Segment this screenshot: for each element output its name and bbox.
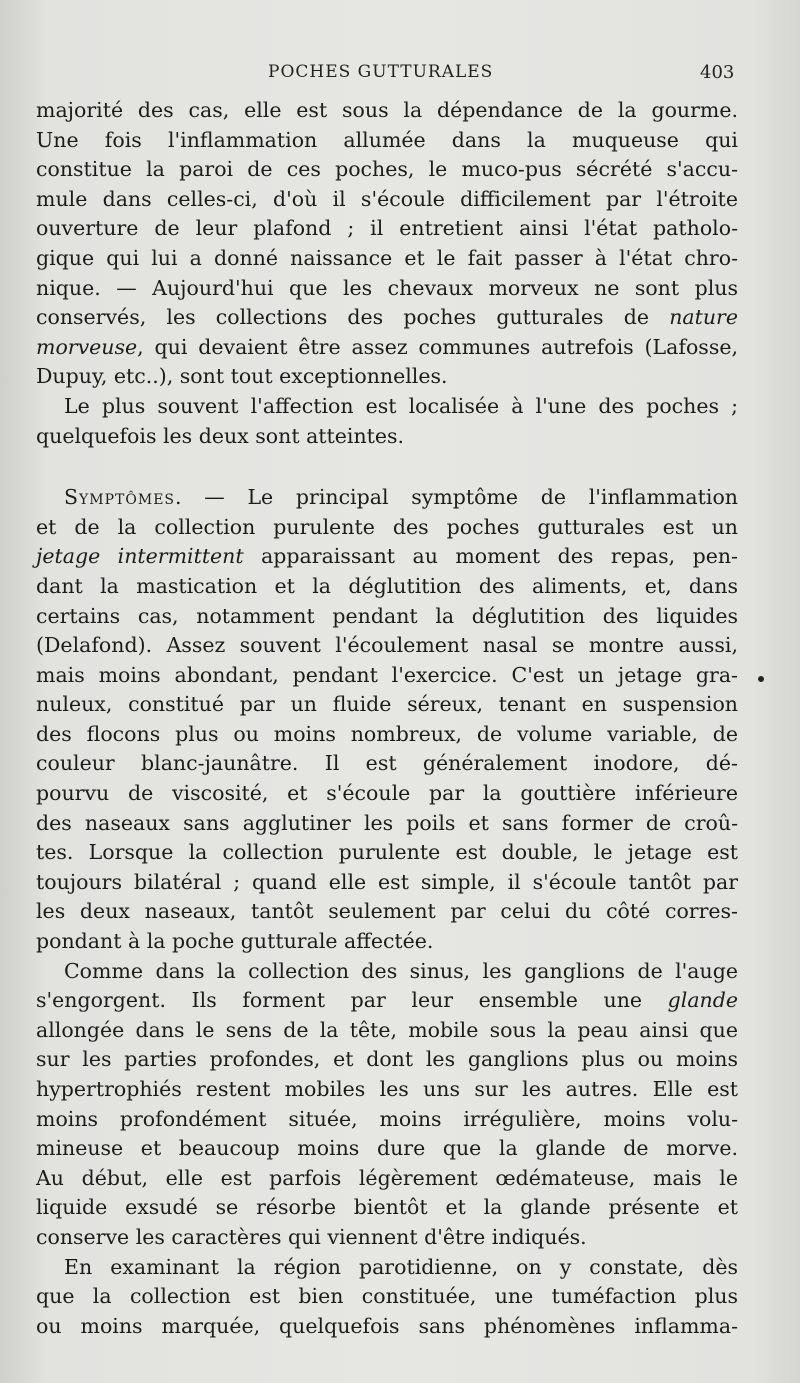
emphasis-text: Symptômes (64, 485, 176, 510)
text-line: mineuse et beaucoup moins dure que la glande de morve. (36, 1136, 738, 1161)
text-line: gique qui lui a donné naissance et le fait passer à l'état chro- (36, 245, 738, 270)
text-line: Le plus souvent l'affection est localisée à l'une des poches ; (64, 393, 738, 418)
text-line: des naseaux sans agglutiner les poils et sans former de croû- (36, 810, 738, 835)
text-line: et de la collection purulente des poches gutturales est un (36, 514, 738, 539)
paragraph (36, 957, 738, 1253)
text-line: tes. Lorsque la collection purulente est double, le jetage est (36, 840, 738, 865)
paragraph (36, 1253, 738, 1342)
text-line: quelquefois les deux sont atteintes. (36, 423, 405, 448)
text-line: conserve les caractères qui viennent d'être indiqués. (36, 1224, 587, 1249)
paragraph (36, 483, 738, 957)
running-title: POCHES GUTTURALES (268, 62, 494, 82)
text-line: liquide exsudé se résorbe bientôt et la glande présente et (36, 1195, 738, 1220)
text-line: moins profondément située, moins irrégulière, moins volu- (36, 1106, 738, 1131)
text-line: ou moins marquée, quelquefois sans phénomènes inflamma- (36, 1313, 738, 1338)
paragraph (36, 96, 738, 392)
emphasis-text: morveuse (36, 334, 138, 359)
text-line: sur les parties profondes, et dont les ganglions plus ou moins (36, 1047, 738, 1072)
text-line: pondant à la poche gutturale affectée. (36, 929, 434, 954)
paragraph (36, 392, 738, 451)
text-line: s'engorgent. Ils forment par leur ensemble une glande (36, 988, 738, 1013)
text-line: conservés, les collections des poches gutturales de nature (36, 305, 738, 330)
text-line: Dupuy, etc..), sont tout exceptionnelles. (36, 364, 448, 389)
text-line: certains cas, notamment pendant la déglutition des liquides (36, 603, 738, 628)
text-line: jetage intermittent apparaissant au moment des repas, pen- (36, 544, 738, 569)
margin-dot (758, 676, 764, 682)
text-line: toujours bilatéral ; quand elle est simple, il s'écoule tantôt par (36, 869, 738, 894)
text-line: que la collection est bien constituée, une tuméfaction plus (36, 1284, 738, 1309)
emphasis-text: jetage intermittent (36, 544, 244, 569)
text-line: allongée dans le sens de la tête, mobile sous la peau ainsi que (36, 1017, 738, 1042)
section-gap (36, 451, 738, 483)
section-heading-line: Symptômes. — Le principal symptôme de l'inflammation (64, 485, 738, 510)
text-line: (Delafond). Assez souvent l'écoulement nasal se montre aussi, (36, 633, 738, 658)
text-line: mule dans celles-ci, d'où il s'écoule difficilement par l'étroite (36, 186, 738, 211)
text-line: constitue la paroi de ces poches, le muco-pus sécrété s'accu- (36, 157, 738, 182)
page-header (0, 62, 800, 92)
emphasis-text: nature (669, 305, 738, 330)
text-line: Au début, elle est parfois légèrement œdémateuse, mais le (36, 1165, 738, 1190)
text-line: hypertrophiés restent mobiles les uns sur les autres. Elle est (36, 1077, 738, 1101)
text-line: Comme dans la collection des sinus, les ganglions de l'auge (64, 958, 738, 983)
text-line: des flocons plus ou moins nombreux, de volume variable, de (36, 721, 738, 746)
page-number: 403 (700, 62, 735, 83)
text-line: majorité des cas, elle est sous la dépendance de la gourme. (36, 98, 738, 122)
text-line: En examinant la région parotidienne, on y constate, dès (64, 1254, 738, 1279)
text-line: mais moins abondant, pendant l'exercice. C'est un jetage gra- (36, 662, 738, 687)
body-text (36, 96, 738, 1341)
text-line: nique. — Aujourd'hui que les chevaux morveux ne sont plus (36, 275, 738, 300)
emphasis-text: glande (667, 988, 738, 1013)
text-line: ouverture de leur plafond ; il entretient ainsi l'état patholo- (36, 216, 738, 241)
text-line: pourvu de viscosité, et s'écoule par la gouttière inférieure (36, 781, 738, 806)
text-line: les deux naseaux, tantôt seulement par celui du côté corres- (36, 899, 738, 924)
text-line: couleur blanc-jaunâtre. Il est généralement inodore, dé- (36, 751, 738, 776)
text-line: Une fois l'inflammation allumée dans la muqueuse qui (36, 127, 738, 152)
text-line: dant la mastication et la déglutition des aliments, et, dans (36, 573, 738, 598)
text-line: nuleux, constitué par un fluide séreux, tenant en suspension (36, 692, 738, 717)
text-line: morveuse, qui devaient être assez communes autrefois (Lafosse, (36, 334, 738, 359)
